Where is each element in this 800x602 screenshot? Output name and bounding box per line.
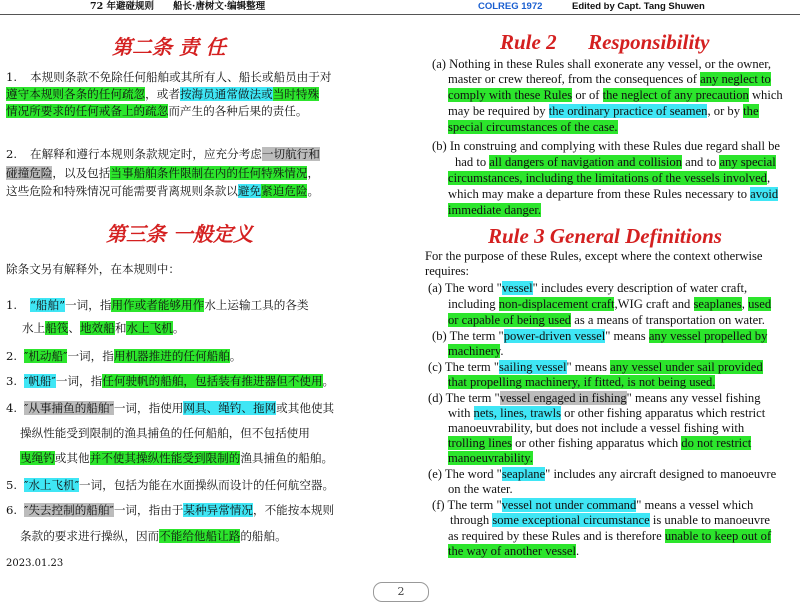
art2-p2-num: 2. bbox=[6, 147, 18, 161]
rule2-a-line5: special circumstances of the case. bbox=[448, 120, 618, 134]
rule3-b-line1: (b) The term "power-driven vessel" means any vessel propelled by bbox=[432, 329, 768, 343]
def4-line2: 操纵性能受到限制的渔具捕鱼的任何船舶，但不包括使用 bbox=[20, 426, 310, 440]
rule2-a-line3: comply with these Rules or of the neglect of any precaution which bbox=[448, 88, 783, 102]
def4-line1: ″从事捕鱼的船舶″一词，指使用网具、绳钓、拖网或其他使其 bbox=[24, 401, 335, 415]
article-2-title: 第二条 责 任 bbox=[112, 35, 226, 59]
def4-num: 4. bbox=[6, 401, 18, 415]
art2-p1-num: 1. bbox=[6, 70, 18, 84]
art2-p2-line2: 碰撞危险，以及包括当事船舶条件限制在内的任何特殊情况， bbox=[6, 166, 320, 180]
rule3-a-line1: (a) The word "vessel" includes every description of water craft, bbox=[428, 281, 748, 295]
rule3-e-line2: on the water. bbox=[448, 482, 513, 496]
article-3-title: 第三条 一般定义 bbox=[106, 222, 253, 246]
def6-num: 6. bbox=[6, 503, 18, 517]
rule3-f-line3: as required by these Rules and is therefore unable to keep out of bbox=[448, 529, 772, 543]
rule2-b-line2: had to all dangers of navigation and collision and to any special bbox=[455, 155, 776, 169]
rule3-d-line1: (d) The term "vessel engaged in fishing" means any vessel fishing bbox=[428, 391, 761, 405]
rule2-a-line4: may be required by the ordinary practice of seamen, or by the bbox=[448, 104, 759, 118]
rule3-e-line1: (e) The word "seaplane" includes any aircraft designed to manoeuvre bbox=[428, 467, 777, 481]
def5-num: 5. bbox=[6, 478, 18, 492]
rule3-intro-line2: requires: bbox=[425, 264, 470, 278]
header-colreg: COLREG 1972 bbox=[478, 1, 543, 12]
rule3-c-line2: that propelling machinery, if fitted, is not being used. bbox=[448, 375, 716, 389]
art2-p1-line1: 本规则条款不免除任何船舶或其所有人、船长或船员由于对 bbox=[30, 70, 332, 84]
def1-num: 1. bbox=[6, 298, 18, 312]
def6-line2: 条款的要求进行操纵，因而不能给他船让路的船舶。 bbox=[20, 529, 287, 543]
rule2-b-line3: circumstances, including the limitations of the vessels involved, bbox=[448, 171, 771, 185]
def3-line1: ″帆船″一词，指任何驶帆的船舶，包括装有推进器但不使用。 bbox=[24, 374, 335, 388]
rule2-b-line4: which may make a departure from these Rules necessary to avoid bbox=[448, 187, 779, 201]
art2-p1-line2: 遵守本规则各条的任何疏忽，或者按海员通常做法或当时特殊 bbox=[6, 87, 320, 101]
rule3-a-line2: including non-displacement craft,WIG craft and seaplanes, used bbox=[448, 297, 772, 311]
art2-p2-line1: 在解释和遵行本规则条款规定时，应充分考虑一切航行和 bbox=[30, 147, 320, 161]
rule3-d-line4: trolling lines or other fishing apparatus which do not restrict bbox=[448, 436, 752, 450]
def1-line1: “船舶”一词，指用作或者能够用作水上运输工具的各类 bbox=[30, 298, 309, 312]
header-divider bbox=[0, 14, 800, 15]
rule3-c-line1: (c) The term "sailing vessel" means any vessel under sail provided bbox=[428, 360, 763, 374]
rule3-a-line3: or capable of being used as a means of transportation on water. bbox=[448, 313, 765, 327]
rule3-f-line4: the way of another vessel. bbox=[448, 544, 580, 558]
def1-line2: 水上船筏、地效船和水上飞机。 bbox=[22, 321, 185, 335]
def4-line3: 曳绳钓或其他并不使其操纵性能受到限制的渔具捕鱼的船舶。 bbox=[20, 451, 334, 465]
def2-num: 2. bbox=[6, 349, 18, 363]
rule2-a-line2: master or crew thereof, from the consequences of any neglect to bbox=[448, 72, 771, 86]
document-date: 2023.01.23 bbox=[6, 558, 64, 569]
def2-line1: ″机动船″一词，指用机器推进的任何船舶。 bbox=[24, 349, 242, 363]
art2-p2-line3: 这些危险和特殊情况可能需要背离规则条款以避免紧迫危险。 bbox=[6, 184, 320, 198]
art2-p1-line3: 情况所要求的任何戒备上的疏忽而产生的各种后果的责任。 bbox=[6, 104, 308, 118]
header-left: 72 年避碰规则 船长·唐树文·编辑整理 bbox=[90, 1, 266, 12]
rule3-d-line5: manoeuvrability. bbox=[448, 451, 533, 465]
header-editor: Edited by Capt. Tang Shuwen bbox=[572, 1, 705, 12]
rule2-b-line1: (b) In construing and complying with these Rules due regard shall be bbox=[432, 139, 780, 153]
rule2-a-line1: (a) Nothing in these Rules shall exonerate any vessel, or the owner, bbox=[432, 57, 772, 71]
rule2-b-line5: immediate danger. bbox=[448, 203, 542, 217]
def3-num: 3. bbox=[6, 374, 18, 388]
rule3-f-line2: through some exceptional circumstance is unable to manoeuvre bbox=[450, 513, 770, 527]
rule3-d-line3: manoeuvrability, but does not include a vessel fishing with bbox=[448, 421, 745, 435]
page-number: 2 bbox=[373, 582, 429, 602]
rule-2-title: Rule 2 Responsibility bbox=[500, 30, 710, 54]
rule-3-title: Rule 3 General Definitions bbox=[488, 224, 722, 248]
def6-line1: ″失去控制的船舶″一词，指由于某种异常情况，不能按本规则 bbox=[24, 503, 335, 517]
def5-line1: ″水上飞机″一词，包括为能在水面操纵而设计的任何航空器。 bbox=[24, 478, 335, 492]
art3-intro: 除条文另有解释外，在本规则中： bbox=[6, 262, 180, 276]
rule3-intro-line1: For the purpose of these Rules, except where the context otherwise bbox=[425, 249, 763, 263]
rule3-f-line1: (f) The term "vessel not under command" means a vessel which bbox=[432, 498, 754, 512]
rule3-d-line2: with nets, lines, trawls or other fishing apparatus which restrict bbox=[448, 406, 766, 420]
rule3-b-line2: machinery. bbox=[448, 344, 504, 358]
